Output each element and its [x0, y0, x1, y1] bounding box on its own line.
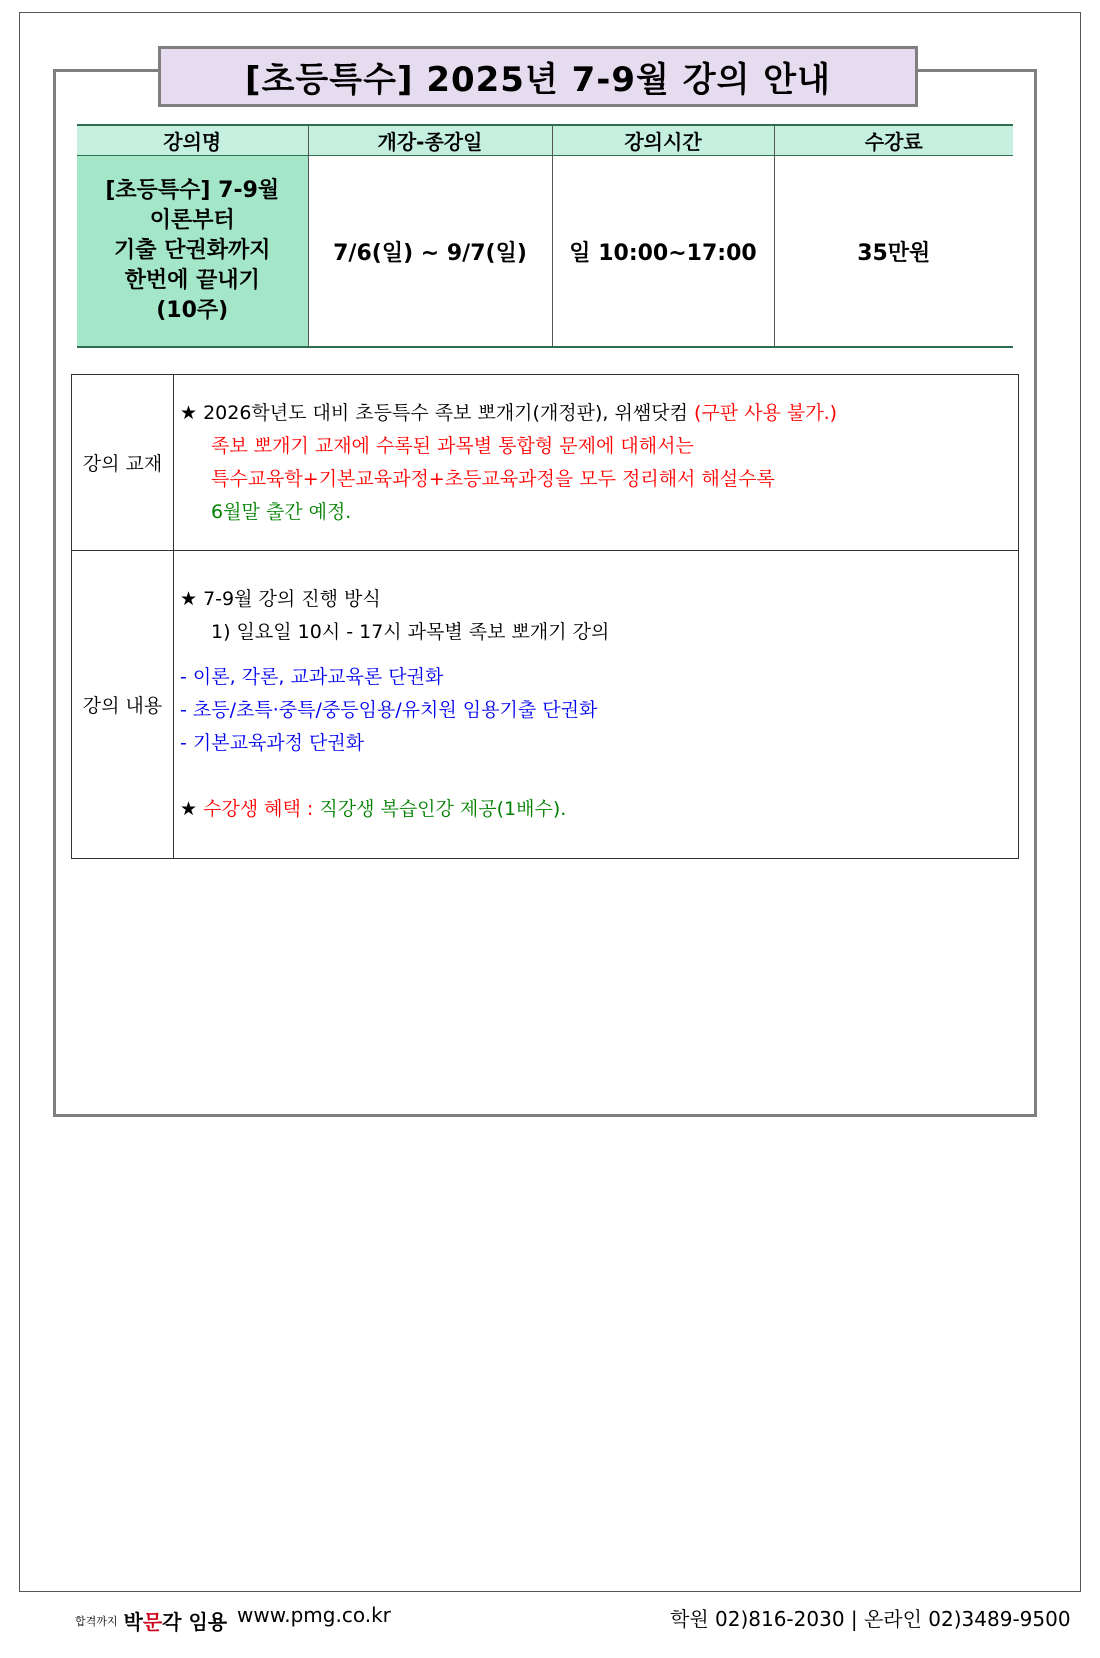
logo-char: 박	[123, 1610, 143, 1634]
textbook-line-4: 6월말 출간 예정.	[211, 500, 352, 523]
logo-char: 각	[162, 1610, 182, 1634]
info-table	[71, 374, 1019, 859]
page-title	[158, 46, 918, 107]
time-cell: 일 10:00~17:00	[552, 156, 774, 348]
textbook-content	[174, 375, 1019, 551]
brand-logo	[75, 1606, 227, 1635]
footer	[0, 1600, 1100, 1636]
logo-char: 임용	[181, 1610, 228, 1634]
fee-cell: 35만원	[774, 156, 1013, 348]
logo-char: 문	[142, 1610, 163, 1634]
list-item: - 이론, 각론, 교과교육론 단권화	[180, 666, 444, 688]
content-body	[174, 551, 1019, 859]
course-name-cell	[77, 156, 308, 348]
page-title-text: [초등특수] 2025년 7-9월 강의 안내	[245, 60, 831, 100]
schedule-table	[77, 124, 1013, 348]
star-icon: ★	[180, 798, 204, 820]
content-label: 강의 내용	[72, 551, 174, 859]
schedule-header-row	[77, 125, 1013, 156]
course-line: 이론부터	[149, 208, 235, 233]
logo-brand	[124, 1606, 228, 1635]
textbook-warning: (구판 사용 불가.)	[693, 401, 838, 424]
textbook-line-3: 특수교육학+기본교육과정+초등교육과정을 모두 정리해서 해설수록	[211, 467, 775, 490]
header-time: 강의시간	[552, 125, 774, 156]
textbook-title-text: ★ 2026학년도 대비 초등특수 족보 뽀개기(개정판), 위쌤닷컴	[180, 401, 694, 424]
course-line: (10주)	[156, 298, 229, 323]
logo-tagline: 합격까지	[75, 1614, 118, 1628]
textbook-line-2: 족보 뽀개기 교재에 수록된 과목별 통합형 문제에 대해서는	[211, 434, 694, 457]
benefit-text: 직강생 복습인강 제공(1배수).	[319, 798, 567, 820]
course-line: 기출 단권화까지	[114, 238, 271, 263]
dates-cell: 7/6(일) ~ 9/7(일)	[308, 156, 552, 348]
header-dates: 개강-종강일	[308, 125, 552, 156]
content-sub: 1) 일요일 10시 - 17시 과목별 족보 뽀개기 강의	[211, 621, 610, 643]
course-line: [초등특수] 7-9월	[105, 178, 280, 203]
website-link[interactable]: www.pmg.co.kr	[237, 1603, 391, 1627]
textbook-line-1	[180, 397, 1018, 430]
benefit-label: 수강생 혜택 :	[203, 798, 320, 820]
benefit-line	[180, 793, 1018, 826]
schedule-row	[77, 156, 1013, 348]
course-line: 한번에 끝내기	[124, 268, 260, 293]
textbook-row	[72, 375, 1019, 551]
contact-info: 학원 02)816-2030 | 온라인 02)3489-9500	[670, 1607, 1071, 1631]
content-heading: ★ 7-9월 강의 진행 방식	[180, 588, 381, 610]
content-row	[72, 551, 1019, 859]
header-fee: 수강료	[774, 125, 1013, 156]
list-item: - 기본교육과정 단권화	[180, 732, 365, 754]
textbook-label: 강의 교재	[72, 375, 174, 551]
header-course-name: 강의명	[77, 125, 308, 156]
list-item: - 초등/초특·중특/중등임용/유치원 임용기출 단권화	[180, 699, 598, 721]
